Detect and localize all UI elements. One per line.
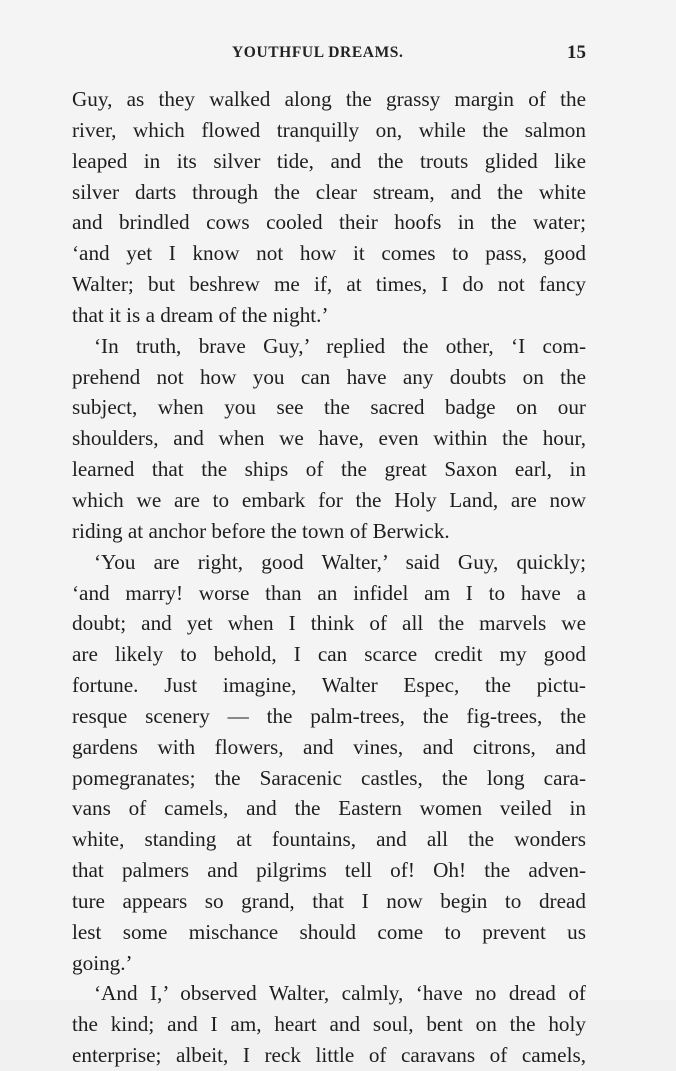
body-text [72,84,586,1071]
text-line: ‘You are right, good Walter,’ said Guy, quickly; [94,549,586,574]
text-line: that palmers and pilgrims tell of! Oh! the adven- [72,858,586,883]
text-line: white, standing at fountains, and all the wonders [72,827,586,852]
text-line: silver darts through the clear stream, and the white [72,179,586,204]
text-line: that it is a dream of the night.’ [72,302,329,327]
text-line: leaped in its silver tide, and the trouts glided like [72,148,586,173]
text-line: vans of camels, and the Eastern women veiled in [72,796,586,821]
running-head [0,44,676,68]
text-line: resque scenery — the palm-trees, the fig-trees, the [72,703,586,728]
text-line: Guy, as they walked along the grassy margin of the [72,87,586,111]
text-line: which we are to embark for the Holy Land, are now [72,487,586,512]
text-line: are likely to behold, I can scarce credit my good [72,642,586,667]
text-line: gardens with flowers, and vines, and citrons, and [72,734,586,759]
text-line: pomegranates; the Saracenic castles, the long cara- [72,765,586,790]
text-line: lest some mischance should come to prevent us [72,919,586,944]
text-line: subject, when you see the sacred badge on our [72,395,586,420]
text-line: fortune. Just imagine, Walter Espec, the pictu- [72,673,586,698]
text-line: prehend not how you can have any doubts on the [72,364,586,389]
text-line: Walter; but beshrew me if, at times, I do not fancy [72,272,586,297]
text-line: ture appears so grand, that I now begin to dread [72,888,586,913]
text-line: ‘and marry! worse than an infidel am I to have a [72,580,586,605]
text-line: going.’ [72,950,133,975]
running-title: YOUTHFUL DREAMS. [232,44,404,61]
text-line: ‘And I,’ observed Walter, calmly, ‘have no dread of [94,981,586,1006]
text-line: enterprise; albeit, I reck little of caravans of camels, [72,1043,586,1068]
text-line: doubt; and yet when I think of all the marvels we [72,611,586,636]
text-line: and brindled cows cooled their hoofs in the water; [72,210,586,235]
text-line: shoulders, and when we have, even within the hour, [72,426,586,451]
text-line: ‘and yet I know not how it comes to pass, good [72,241,586,266]
text-line: ‘In truth, brave Guy,’ replied the other, ‘I com- [94,333,586,358]
text-line: learned that the ships of the great Saxon earl, in [72,457,586,482]
page-number: 15 [567,42,586,63]
text-line: the kind; and I am, heart and soul, bent on the holy [72,1012,586,1037]
text-line: riding at anchor before the town of Berwick. [72,518,450,543]
text-line: river, which flowed tranquilly on, while the salmon [72,117,586,142]
